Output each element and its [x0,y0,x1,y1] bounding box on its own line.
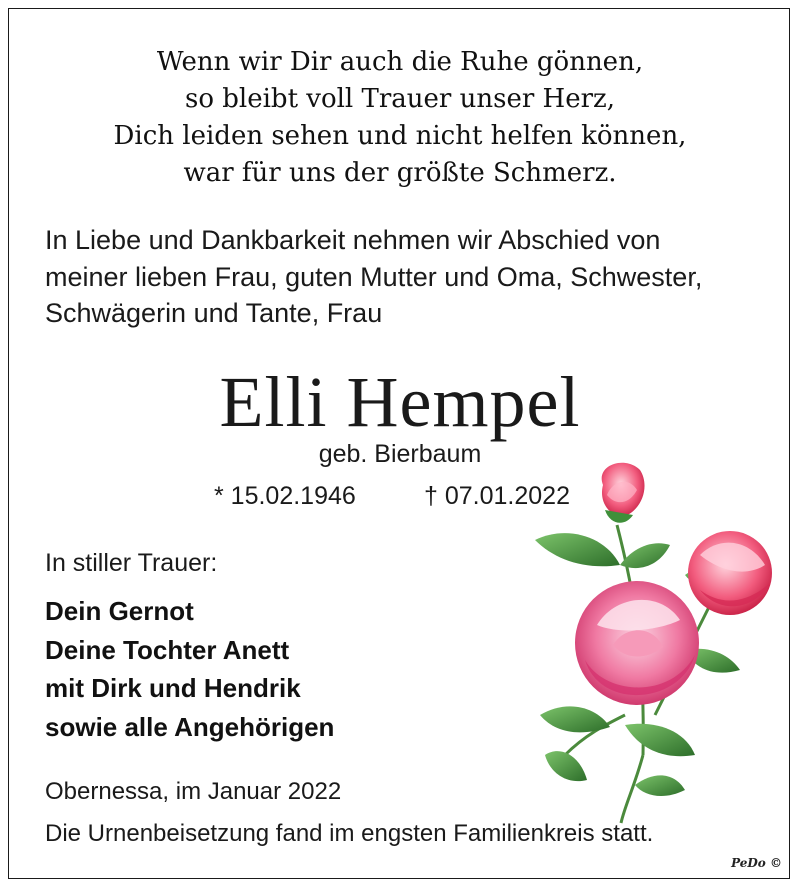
intro-line: In Liebe und Dankbarkeit nehmen wir Abschied von [45,225,661,255]
poem-line: war für uns der größte Schmerz. [183,158,617,188]
poem [0,44,800,192]
intro-line: Schwägerin und Tante, Frau [45,298,383,328]
rose-icon [688,531,772,615]
poem-line: so bleibt voll Trauer unser Herz, [185,84,615,114]
birth-date: * 15.02.1946 [214,482,356,510]
roses-illustration [525,455,785,825]
mourner-name: Dein Gernot [45,596,194,626]
mourner-name: mit Dirk und Hendrik [45,673,301,703]
deceased-name: Elli Hempel [219,362,581,442]
poem-line: Dich leiden sehen und nicht helfen können, [113,121,687,151]
maiden-name: geb. Bierbaum [318,440,482,468]
mourning-label: In stiller Trauer: [45,549,218,577]
death-date: † 07.01.2022 [424,482,570,510]
mourner-name: sowie alle Angehörigen [45,711,335,742]
mourner-name: Deine Tochter Anett [45,634,290,665]
credit-mark: PeDo © [731,856,782,870]
intro-text [45,222,775,332]
burial-note: Die Urnenbeisetzung fand im engsten Familienkreis statt. [45,820,654,847]
intro-line: meiner lieben Frau, guten Mutter und Oma, Schwester, [45,261,703,292]
poem-line: Wenn wir Dir auch die Ruhe gönnen, [156,47,644,77]
place-date: Obernessa, im Januar 2022 [45,778,342,805]
rose-icon [575,581,699,705]
mourner-list [45,592,334,746]
rose-bud-icon [602,463,645,523]
